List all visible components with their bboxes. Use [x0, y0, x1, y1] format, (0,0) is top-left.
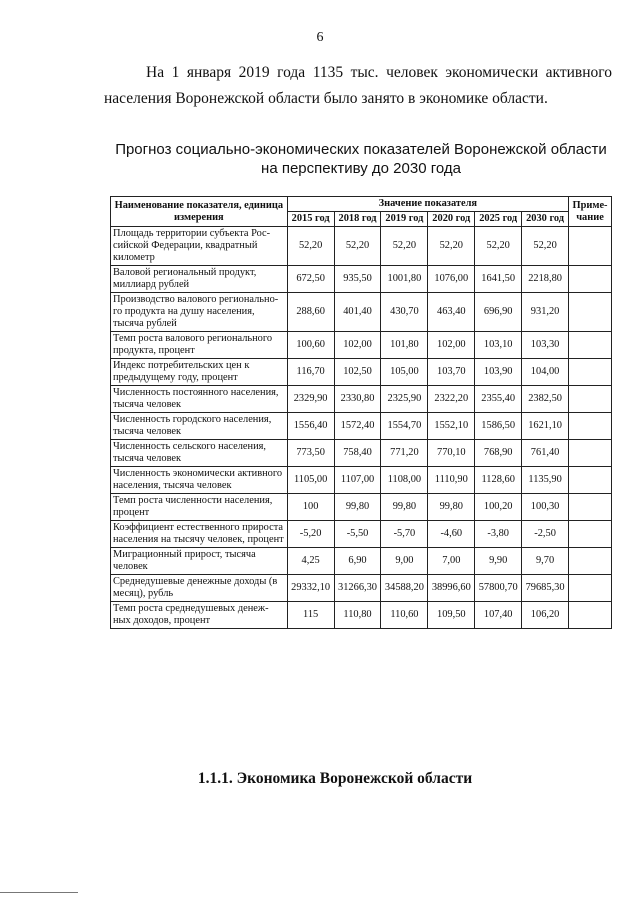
intro-line-2: населения Воронежской области было занято в экономике области.: [104, 90, 548, 107]
value-cell: 100,30: [522, 494, 569, 521]
table-row: [111, 602, 612, 629]
value-cell: 102,50: [334, 359, 381, 386]
indicator-name-cell: Валовой региональный продукт, миллиард рублей: [111, 266, 288, 293]
value-cell: 34588,20: [381, 575, 428, 602]
value-cell: -4,60: [428, 521, 475, 548]
value-cell: 761,40: [522, 440, 569, 467]
value-cell: 463,40: [428, 293, 475, 332]
value-cell: -5,50: [334, 521, 381, 548]
value-cell: 115: [287, 602, 334, 629]
header-year: 2019 год: [381, 212, 428, 227]
value-cell: 101,80: [381, 332, 428, 359]
value-cell: -2,50: [522, 521, 569, 548]
indicator-name-cell: Индекс потребительских цен к предыдущему году, процент: [111, 359, 288, 386]
table-title-line-1: Прогноз социально-экономических показателей Воронежской области: [115, 141, 607, 158]
indicator-name-cell: Коэффициент естественного прироста населения на тысячу человек, процент: [111, 521, 288, 548]
value-cell: 1110,90: [428, 467, 475, 494]
note-cell: [569, 494, 612, 521]
value-cell: 2218,80: [522, 266, 569, 293]
value-cell: 106,20: [522, 602, 569, 629]
note-cell: [569, 548, 612, 575]
header-note: Приме-чание: [569, 197, 612, 227]
value-cell: 1556,40: [287, 413, 334, 440]
value-cell: 29332,10: [287, 575, 334, 602]
value-cell: 9,70: [522, 548, 569, 575]
value-cell: 2355,40: [475, 386, 522, 413]
value-cell: 1586,50: [475, 413, 522, 440]
note-cell: [569, 227, 612, 266]
section-heading: 1.1.1. Экономика Воронежской области: [197, 770, 473, 787]
value-cell: 100,20: [475, 494, 522, 521]
table-title: [0, 140, 640, 178]
note-cell: [569, 467, 612, 494]
value-cell: 1076,00: [428, 266, 475, 293]
value-cell: 1128,60: [475, 467, 522, 494]
table-row: [111, 332, 612, 359]
value-cell: -5,70: [381, 521, 428, 548]
value-cell: 102,00: [334, 332, 381, 359]
value-cell: 99,80: [334, 494, 381, 521]
indicator-name-cell: Темп роста численности населения, процент: [111, 494, 288, 521]
value-cell: 100,60: [287, 332, 334, 359]
value-cell: 110,60: [381, 602, 428, 629]
value-cell: 288,60: [287, 293, 334, 332]
value-cell: 104,00: [522, 359, 569, 386]
value-cell: 105,00: [381, 359, 428, 386]
value-cell: 109,50: [428, 602, 475, 629]
value-cell: 52,20: [475, 227, 522, 266]
value-cell: 2325,90: [381, 386, 428, 413]
value-cell: 770,10: [428, 440, 475, 467]
value-cell: 401,40: [334, 293, 381, 332]
table-row: [111, 467, 612, 494]
value-cell: 103,30: [522, 332, 569, 359]
value-cell: 99,80: [428, 494, 475, 521]
value-cell: 9,90: [475, 548, 522, 575]
value-cell: 672,50: [287, 266, 334, 293]
page-number: 6: [316, 30, 324, 45]
note-cell: [569, 440, 612, 467]
value-cell: 2330,80: [334, 386, 381, 413]
header-year: 2018 год: [334, 212, 381, 227]
value-cell: -5,20: [287, 521, 334, 548]
table-row: [111, 521, 612, 548]
header-year: 2025 год: [475, 212, 522, 227]
value-cell: 79685,30: [522, 575, 569, 602]
value-cell: 57800,70: [475, 575, 522, 602]
note-cell: [569, 602, 612, 629]
value-cell: 1641,50: [475, 266, 522, 293]
note-cell: [569, 575, 612, 602]
value-cell: 107,40: [475, 602, 522, 629]
intro-paragraph: [104, 60, 612, 112]
table-row: [111, 575, 612, 602]
indicator-name-cell: Производство валового регионально-го продукта на душу населения, тысяча рублей: [111, 293, 288, 332]
value-cell: 2329,90: [287, 386, 334, 413]
value-cell: 1107,00: [334, 467, 381, 494]
value-cell: 758,40: [334, 440, 381, 467]
header-year: 2015 год: [287, 212, 334, 227]
indicator-name-cell: Численность сельского населения, тысяча человек: [111, 440, 288, 467]
value-cell: 52,20: [287, 227, 334, 266]
value-cell: 768,90: [475, 440, 522, 467]
header-value-group: Значение показателя: [287, 197, 568, 212]
value-cell: 2322,20: [428, 386, 475, 413]
table-row: [111, 548, 612, 575]
value-cell: 1621,10: [522, 413, 569, 440]
value-cell: 99,80: [381, 494, 428, 521]
note-cell: [569, 332, 612, 359]
note-cell: [569, 521, 612, 548]
value-cell: 38996,60: [428, 575, 475, 602]
value-cell: 103,90: [475, 359, 522, 386]
value-cell: 103,70: [428, 359, 475, 386]
value-cell: 1572,40: [334, 413, 381, 440]
value-cell: 696,90: [475, 293, 522, 332]
table-row: [111, 494, 612, 521]
note-cell: [569, 293, 612, 332]
value-cell: 1108,00: [381, 467, 428, 494]
value-cell: 102,00: [428, 332, 475, 359]
indicator-name-cell: Площадь территории субъекта Рос-сийской Федерации, квадратный километр: [111, 227, 288, 266]
value-cell: 771,20: [381, 440, 428, 467]
table-row: [111, 440, 612, 467]
value-cell: 1105,00: [287, 467, 334, 494]
value-cell: 2382,50: [522, 386, 569, 413]
value-cell: -3,80: [475, 521, 522, 548]
value-cell: 935,50: [334, 266, 381, 293]
indicator-name-cell: Темп роста среднедушевых денеж-ных доходов, процент: [111, 602, 288, 629]
value-cell: 52,20: [522, 227, 569, 266]
value-cell: 52,20: [334, 227, 381, 266]
header-year: 2020 год: [428, 212, 475, 227]
value-cell: 931,20: [522, 293, 569, 332]
intro-line-1: На 1 января 2019 года 1135 тыс. человек экономически активного: [146, 64, 612, 81]
value-cell: 100: [287, 494, 334, 521]
value-cell: 773,50: [287, 440, 334, 467]
indicator-name-cell: Среднедушевые денежные доходы (в месяц), рубль: [111, 575, 288, 602]
value-cell: 110,80: [334, 602, 381, 629]
value-cell: 1554,70: [381, 413, 428, 440]
table-body: [111, 227, 612, 629]
note-cell: [569, 359, 612, 386]
value-cell: 1552,10: [428, 413, 475, 440]
header-year: 2030 год: [522, 212, 569, 227]
value-cell: 103,10: [475, 332, 522, 359]
footer-divider: [0, 892, 78, 893]
table-row: [111, 359, 612, 386]
table-row: [111, 266, 612, 293]
value-cell: 1001,80: [381, 266, 428, 293]
value-cell: 1135,90: [522, 467, 569, 494]
note-cell: [569, 266, 612, 293]
indicator-name-cell: Численность экономически активного населения, тысяча человек: [111, 467, 288, 494]
value-cell: 52,20: [381, 227, 428, 266]
table-row: [111, 293, 612, 332]
table-header-row: [111, 197, 612, 212]
table-title-line-2: на перспективу до 2030 года: [261, 160, 461, 177]
table-row: [111, 413, 612, 440]
table-row: [111, 227, 612, 266]
table-row: [111, 386, 612, 413]
value-cell: 9,00: [381, 548, 428, 575]
value-cell: 7,00: [428, 548, 475, 575]
indicators-table: [110, 196, 612, 629]
indicator-name-cell: Численность городского населения, тысяча человек: [111, 413, 288, 440]
value-cell: 31266,30: [334, 575, 381, 602]
value-cell: 6,90: [334, 548, 381, 575]
note-cell: [569, 413, 612, 440]
indicator-name-cell: Численность постоянного населения, тысяча человек: [111, 386, 288, 413]
value-cell: 116,70: [287, 359, 334, 386]
note-cell: [569, 386, 612, 413]
header-indicator-name: Наименование показателя, единица измерения: [111, 197, 288, 227]
indicator-name-cell: Темп роста валового регионального продукта, процент: [111, 332, 288, 359]
value-cell: 4,25: [287, 548, 334, 575]
value-cell: 52,20: [428, 227, 475, 266]
indicator-name-cell: Миграционный прирост, тысяча человек: [111, 548, 288, 575]
value-cell: 430,70: [381, 293, 428, 332]
